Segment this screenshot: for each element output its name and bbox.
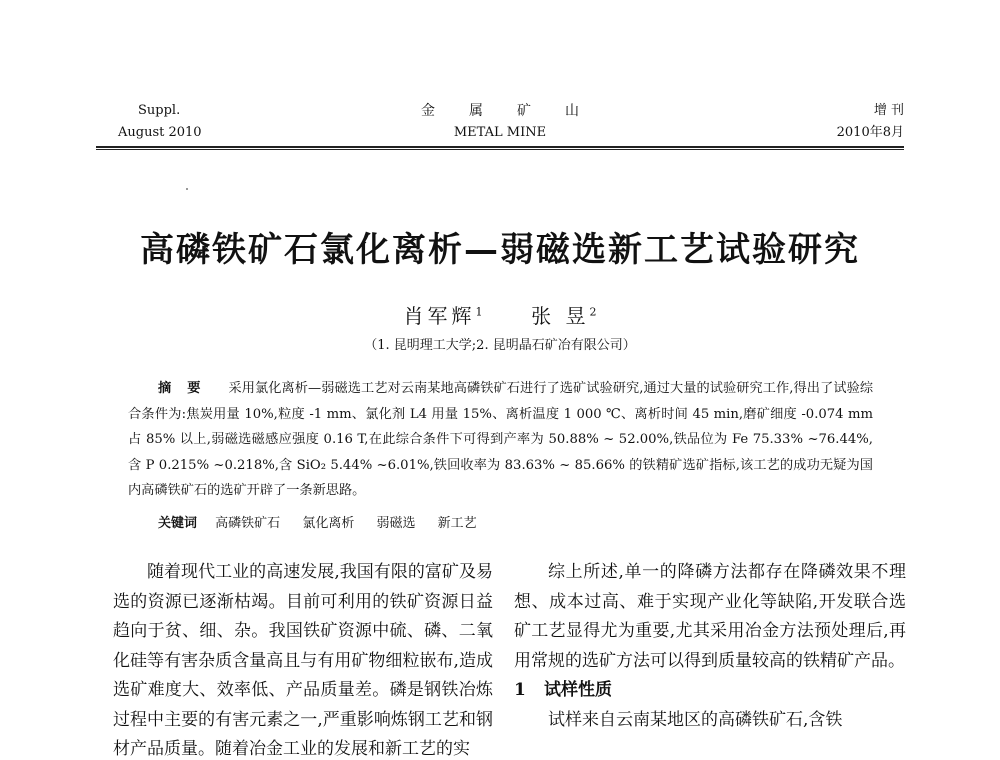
section-title: 试样性质 xyxy=(544,680,612,700)
header-date-en: August 2010 xyxy=(118,125,202,140)
body-column-left xyxy=(113,558,493,760)
author-name: 张 昱 xyxy=(531,304,590,328)
body-paragraph: 综上所述,单一的降磷方法都存在降磷效果不理想、成本过高、难于实现产业化等缺陷,开发联合选矿工艺显得尤为重要,尤其采用冶金方法预处理后,再用常规的选矿方法可以得到质量较高的铁精矿产品。 xyxy=(514,562,906,671)
header-date-cn: 2010年8月 xyxy=(836,125,904,140)
header-rule-thin xyxy=(96,149,904,150)
header-supplement-cn: 增 刊 xyxy=(873,103,904,118)
keyword: 弱磁选 xyxy=(376,516,416,531)
body-paragraph: 随着现代工业的高速发展,我国有限的富矿及易选的资源已逐渐枯竭。目前可利用的铁矿资源日益趋向于贫、细、杂。我国铁矿资源中硫、磷、二氧化硅等有害杂质含量高且与有用矿物细粒嵌布,造成选矿难度大、效率低、产品质量差。磷是钢铁冶炼过程中主要的有害元素之一,严重影响炼钢工艺和钢材产品质量。随着冶金工业的发展和新工艺的实 xyxy=(113,562,493,759)
header-suppl: Suppl. xyxy=(138,103,181,118)
scan-speck xyxy=(186,188,188,190)
author-line xyxy=(0,300,1000,329)
abstract xyxy=(128,376,873,504)
body-column-right xyxy=(514,558,906,735)
article-title: 高磷铁矿石氯化离析—弱磁选新工艺试验研究 xyxy=(140,230,860,270)
abstract-label: 摘要 xyxy=(158,381,217,396)
keywords xyxy=(158,512,495,531)
affiliation: （1. 昆明理工大学;2. 昆明晶石矿冶有限公司） xyxy=(364,338,636,353)
keyword: 新工艺 xyxy=(437,516,477,531)
journal-name-en: METAL MINE xyxy=(453,125,547,140)
journal-name-cn: 金属矿山 xyxy=(421,103,613,119)
section-number: 1 xyxy=(514,680,526,700)
keyword: 高磷铁矿石 xyxy=(215,516,281,531)
header-rule xyxy=(96,146,904,148)
keywords-label: 关键词 xyxy=(158,516,198,531)
author-affil-mark: 2 xyxy=(589,305,597,319)
author-name: 肖军辉 xyxy=(403,304,476,328)
abstract-text: 采用氯化离析—弱磁选工艺对云南某地高磷铁矿石进行了选矿试验研究,通过大量的试验研究工作,得出了试验综合条件为:焦炭用量 10%,粒度 -1 mm、氯化剂 L4 用量 15%、离析温度 1 000 ℃、离析时间 45 min,磨矿细度 -0.074 mm 占 85% 以上,弱磁选磁感应强度 0.16 T,在此综合条件下可得到产率为 50.88% ~ 52.00%,铁品位为 Fe 75.33% ~76.44%,含 P 0.215% ~0.218%,含 SiO₂ 5.44% ~6.01%,铁回收率为 83.63% ~ 85.66% 的铁精矿选矿指标,该工艺的成功无疑为国内高磷铁矿石的选矿开辟了一条新思路。 xyxy=(128,381,874,498)
body-paragraph: 试样来自云南某地区的高磷铁矿石,含铁 xyxy=(548,709,843,730)
keyword: 氯化离析 xyxy=(302,516,355,531)
author-affil-mark: 1 xyxy=(475,305,483,319)
section-heading xyxy=(514,676,906,706)
header-right xyxy=(837,100,904,144)
